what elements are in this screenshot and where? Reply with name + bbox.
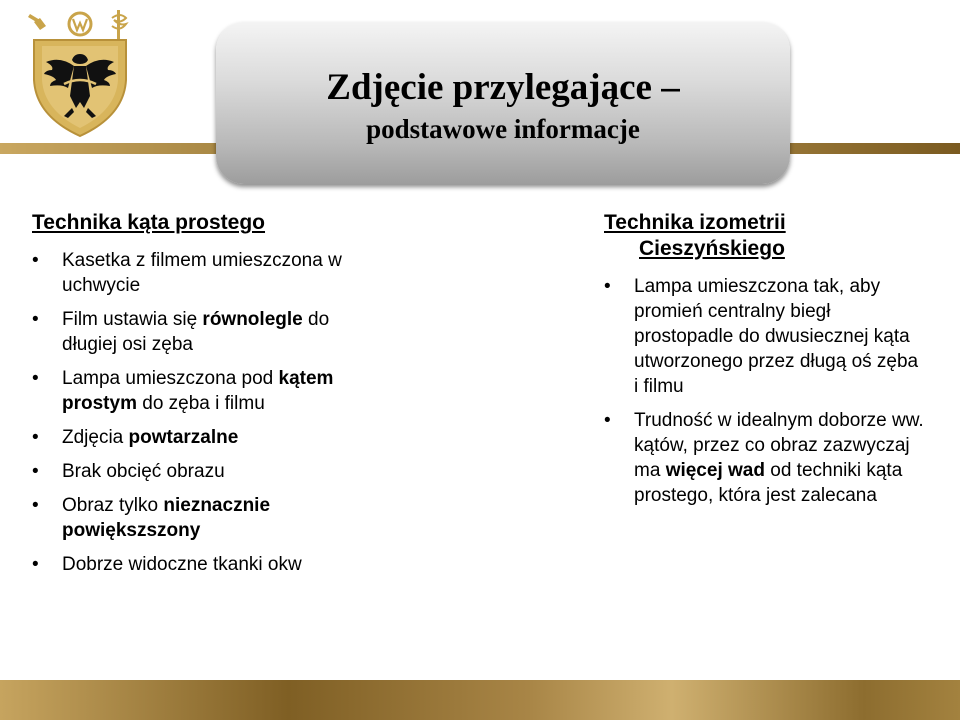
list-item: • Film ustawia się równolegle do długiej osi zęba <box>32 309 330 355</box>
bullet-icon: • <box>32 495 39 516</box>
list-item: • Zdjęcia powtarzalne <box>32 427 239 448</box>
right-column <box>604 210 924 517</box>
page-subtitle: podstawowe informacje <box>366 114 640 144</box>
list-item: • Dobrze widoczne tkanki okw <box>32 554 302 575</box>
right-bullet-list <box>604 274 924 508</box>
list-item: • Obraz tylko nieznacznie powiększszony <box>32 495 271 541</box>
title-banner <box>216 22 790 184</box>
right-column-heading: Technika izometrii Cieszyńskiego <box>604 211 786 260</box>
bullet-icon: • <box>32 461 39 482</box>
left-bullet-list <box>32 248 352 577</box>
list-item: • Trudność w idealnym doborze ww. kątów, przez co obraz zazwyczaj ma więcej wad od techniki kąta prostego, która jest zalecana <box>604 410 924 506</box>
list-item: • Brak obcięć obrazu <box>32 461 225 482</box>
list-item: • Kasetka z filmem umieszczona w uchwycie <box>32 250 342 296</box>
bullet-icon: • <box>32 309 39 330</box>
bullet-icon: • <box>604 276 611 297</box>
footer-gold-band <box>0 680 960 720</box>
left-column-heading: Technika kąta prostego <box>32 211 266 234</box>
bullet-icon: • <box>604 410 611 431</box>
left-column <box>32 210 352 586</box>
list-item: • Lampa umieszczona pod kątem prostym do zęba i filmu <box>32 368 334 414</box>
bullet-icon: • <box>32 368 39 389</box>
bullet-icon: • <box>32 427 39 448</box>
university-crest-eagle-icon <box>24 8 136 138</box>
page-title: Zdjęcie przylegające – <box>326 67 680 108</box>
bullet-icon: • <box>32 250 39 271</box>
bullet-icon: • <box>32 554 39 575</box>
list-item: • Lampa umieszczona tak, aby promień centralny biegł prostopadle do dwusiecznej kąta utworzonego przez długą oś zęba i filmu <box>604 276 919 397</box>
